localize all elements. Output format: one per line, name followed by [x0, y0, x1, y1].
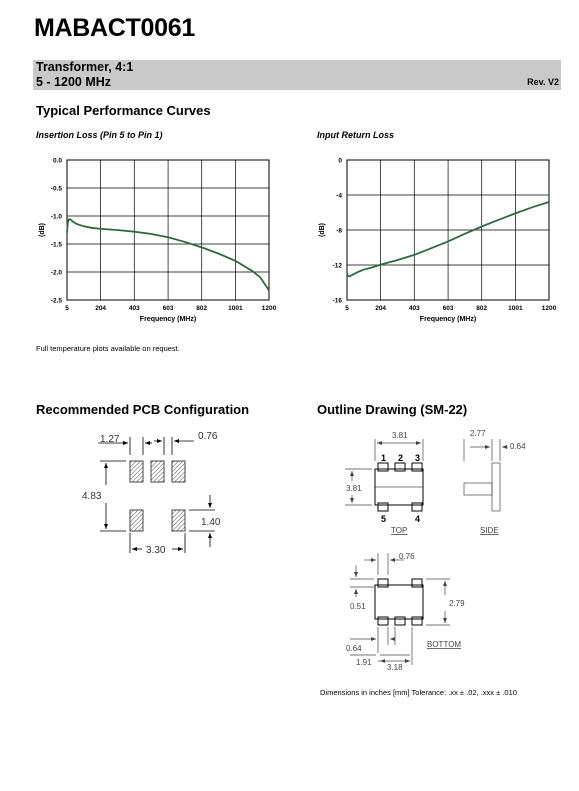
section-title-outline: Outline Drawing (SM-22) [317, 402, 468, 417]
lead [395, 463, 405, 471]
lead [412, 579, 422, 587]
lead [395, 617, 405, 625]
lead [412, 463, 422, 471]
x-tick-label: 5 [345, 305, 349, 312]
insertion-loss-chart [20, 145, 290, 335]
y-tick-label: -8 [336, 227, 342, 235]
section-title-curves: Typical Performance Curves [36, 103, 211, 118]
y-axis-label: (dB) [39, 223, 46, 237]
chart-title-return-loss: Input Return Loss [317, 130, 394, 140]
section-title-pcb: Recommended PCB Configuration [36, 402, 250, 417]
pin-label: 4 [415, 514, 421, 524]
x-tick-label: 1001 [228, 305, 243, 312]
pin-label: 2 [398, 453, 404, 463]
lead [378, 503, 388, 511]
temperature-note: Full temperature plots available on request. [36, 344, 180, 353]
lead [378, 463, 388, 471]
pcb-pad [172, 510, 185, 531]
x-tick-label: 204 [375, 305, 387, 312]
return-loss-chart [300, 145, 570, 335]
y-tick-label: -2.0 [50, 269, 62, 277]
lead [412, 503, 422, 511]
y-tick-label: -0.5 [50, 185, 62, 193]
side-dim-lead: 0.64 [510, 442, 526, 451]
dimensions-note: Dimensions in inches [mm] Tolerance: .xx ± .02, .xxx ± .010 [320, 688, 517, 697]
pin-label: 3 [415, 453, 421, 463]
pcb-dim-pad-gap: 0.76 [198, 431, 218, 442]
pcb-pad [130, 510, 143, 531]
bottom-dim-lead-length: 0.51 [350, 602, 366, 611]
x-axis-label: Frequency (MHz) [139, 316, 197, 323]
outline-drawing [330, 425, 550, 680]
bottom-view-body [375, 585, 423, 619]
x-tick-label: 1200 [541, 305, 557, 312]
lead [412, 617, 422, 625]
side-dim-width: 2.77 [470, 429, 486, 438]
y-tick-label: 0 [338, 157, 342, 165]
x-tick-label: 802 [196, 305, 208, 312]
pcb-dim-pad-height: 1.40 [201, 517, 221, 528]
y-tick-label: 0.0 [52, 157, 62, 165]
bottom-view-label: BOTTOM [427, 640, 462, 649]
bottom-dim-pitch: 0.64 [346, 644, 362, 653]
part-number: MABACT0061 [34, 14, 195, 42]
pcb-drawing [70, 425, 250, 560]
side-view-label: SIDE [480, 526, 499, 535]
x-tick-label: 403 [408, 305, 420, 312]
pcb-dim-width: 3.30 [146, 545, 166, 556]
x-tick-label: 1200 [261, 305, 277, 312]
x-tick-label: 603 [442, 305, 454, 312]
frequency-range: 5 - 1200 MHz [36, 75, 112, 89]
top-view-label: TOP [391, 526, 408, 535]
y-tick-label: -2.5 [50, 297, 62, 305]
pcb-pad [172, 461, 185, 482]
pcb-pad [130, 461, 143, 482]
top-dim-width: 3.81 [392, 431, 408, 440]
pcb-dim-pad-width: 1.27 [100, 434, 120, 445]
x-tick-label: 5 [65, 305, 69, 312]
bottom-dim-lead-width: 0.76 [399, 552, 415, 561]
y-tick-label: -1.0 [50, 213, 62, 221]
y-tick-label: -16 [332, 297, 342, 305]
top-dim-height: 3.81 [346, 484, 362, 493]
product-type: Transformer, 4:1 [36, 60, 134, 74]
pin-label: 5 [381, 514, 387, 524]
y-axis-label: (dB) [319, 223, 326, 237]
y-tick-label: -1.5 [50, 241, 62, 249]
bottom-dim-span: 3.18 [387, 663, 403, 672]
revision: Rev. V2 [527, 77, 559, 87]
x-tick-label: 204 [95, 305, 107, 312]
pcb-pad [151, 461, 164, 482]
bottom-dim-offset: 1.91 [356, 658, 372, 667]
x-tick-label: 403 [128, 305, 140, 312]
y-tick-label: -12 [332, 262, 342, 270]
lead [378, 579, 388, 587]
x-axis-label: Frequency (MHz) [419, 316, 477, 323]
x-tick-label: 802 [476, 305, 488, 312]
x-tick-label: 603 [162, 305, 174, 312]
y-tick-label: -4 [336, 192, 342, 200]
lead [378, 617, 388, 625]
x-tick-label: 1001 [508, 305, 523, 312]
pcb-dim-height: 4.83 [82, 491, 102, 502]
pin-label: 1 [381, 453, 387, 463]
chart-title-insertion-loss: Insertion Loss (Pin 5 to Pin 1) [36, 130, 163, 140]
bottom-dim-height: 2.79 [449, 599, 465, 608]
